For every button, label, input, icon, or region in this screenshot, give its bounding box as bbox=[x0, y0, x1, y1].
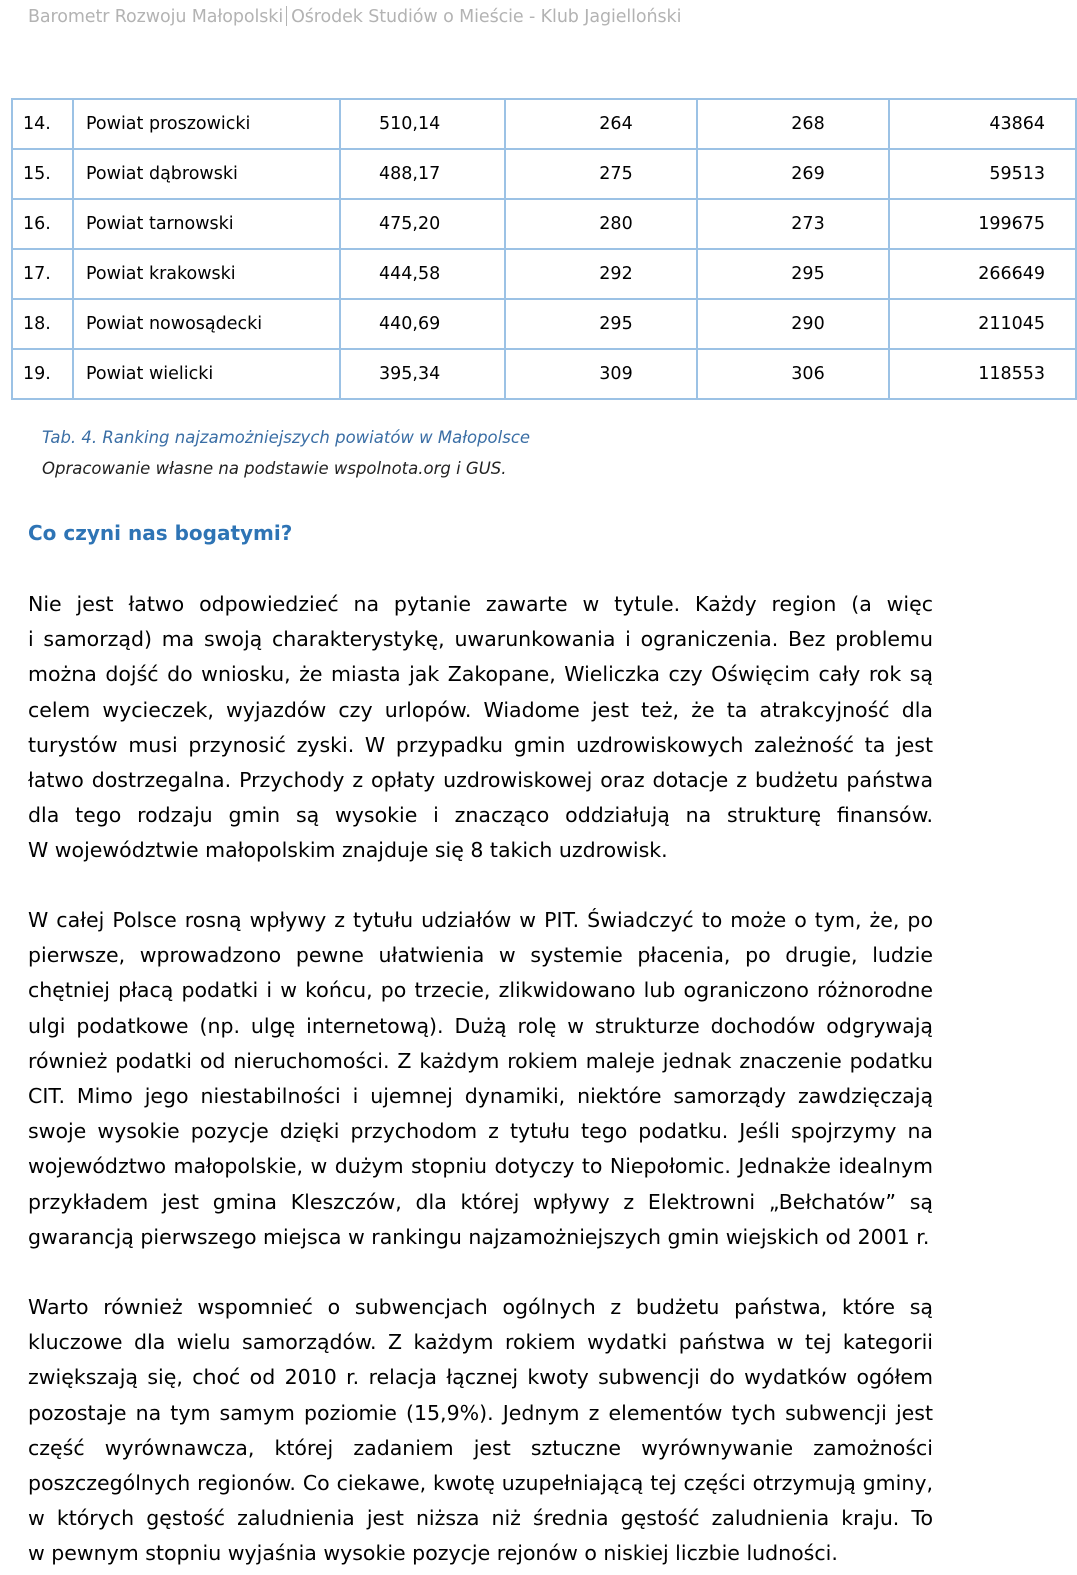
paragraph-line: CIT. Mimo jego niestabilności i ujemnej dynamiki, niektóre samorządy zawdzięczają bbox=[28, 1084, 933, 1109]
header-title: Barometr Rozwoju Małopolski bbox=[28, 7, 284, 27]
paragraph-line: i samorząd) ma swoją charakterystykę, uwarunkowania i ograniczenia. Bez problemu bbox=[28, 627, 933, 652]
paragraph-line: również podatki od nieruchomości. Z każdym rokiem maleje jednak znaczenie podatku bbox=[28, 1048, 933, 1073]
paragraph-line: turystów musi przynosić zyski. W przypadku gmin uzdrowiskowych zależność ta jest bbox=[28, 732, 933, 757]
paragraph-line: w pewnym stopniu wyjaśnia wysokie pozycje rejonów o niskiej liczbie ludności. bbox=[28, 1541, 838, 1566]
paragraph-line: pierwsze, wprowadzono pewne ułatwienia w systemie płacenia, po drugie, ludzie bbox=[28, 943, 933, 968]
population-cell: 43864 bbox=[889, 99, 1076, 149]
paragraph-line: W województwie małopolskim znajduje się 8 takich uzdrowisk. bbox=[28, 838, 668, 863]
county-name: Powiat proszowicki bbox=[73, 99, 340, 149]
value-cell: 440,69 bbox=[340, 299, 505, 349]
county-name: Powiat dąbrowski bbox=[73, 149, 340, 199]
header-separator bbox=[286, 6, 287, 26]
paragraph-line: Nie jest łatwo odpowiedzieć na pytanie zawarte w tytule. Każdy region (a więc bbox=[28, 592, 933, 616]
rank-b-cell: 269 bbox=[697, 149, 889, 199]
value-cell: 395,34 bbox=[340, 349, 505, 399]
paragraph-1 bbox=[28, 587, 933, 869]
paragraph-line: można dojść do wniosku, że miasta jak Zakopane, Wieliczka czy Oświęcim cały rok są bbox=[28, 662, 933, 687]
section-heading: Co czyni nas bogatymi? bbox=[28, 521, 293, 545]
value-cell: 444,58 bbox=[340, 249, 505, 299]
paragraph-line: kluczowe dla wielu samorządów. Z każdym rokiem wydatki państwa w tej kategorii bbox=[28, 1330, 933, 1355]
row-number: 17. bbox=[12, 249, 73, 299]
rank-a-cell: 280 bbox=[505, 199, 697, 249]
county-name: Powiat tarnowski bbox=[73, 199, 340, 249]
header-publisher: Ośrodek Studiów o Mieście - Klub Jagielloński bbox=[291, 7, 682, 27]
table-caption bbox=[42, 428, 530, 447]
paragraph-2 bbox=[28, 903, 933, 1255]
ranking-table bbox=[11, 98, 1077, 400]
rank-b-cell: 273 bbox=[697, 199, 889, 249]
caption-label: Tab. 4. bbox=[42, 428, 98, 447]
paragraph-line: województwo małopolskie, w dużym stopniu dotyczy to Niepołomic. Jednakże idealnym bbox=[28, 1154, 933, 1179]
row-number: 19. bbox=[12, 349, 73, 399]
paragraph-line: chętniej płacą podatki i w końcu, po trzecie, zlikwidowano lub ograniczono różnorodne bbox=[28, 978, 933, 1003]
rank-a-cell: 275 bbox=[505, 149, 697, 199]
caption-title: Ranking najzamożniejszych powiatów w Małopolsce bbox=[102, 428, 531, 447]
paragraph-line: ulgi podatkowe (np. ulgę internetową). Dużą rolę w strukturze dochodów odgrywają bbox=[28, 1013, 933, 1038]
table-row bbox=[12, 199, 1076, 249]
paragraph-line: swoje wysokie pozycje dzięki przychodom z tytułu tego podatku. Jeśli spojrzymy na bbox=[28, 1119, 933, 1144]
value-cell: 488,17 bbox=[340, 149, 505, 199]
paragraph-line: W całej Polsce rosną wpływy z tytułu udziałów w PIT. Świadczyć to może o tym, że, po bbox=[28, 908, 933, 932]
row-number: 18. bbox=[12, 299, 73, 349]
county-name: Powiat nowosądecki bbox=[73, 299, 340, 349]
paragraph-line: zwiększają się, choć od 2010 r. relacja łącznej kwoty subwencji do wydatków ogółem bbox=[28, 1365, 933, 1390]
paragraph-line: gwarancją pierwszego miejsca w rankingu najzamożniejszych gmin wiejskich od 2001 r. bbox=[28, 1224, 930, 1249]
row-number: 15. bbox=[12, 149, 73, 199]
table-row bbox=[12, 249, 1076, 299]
value-cell: 510,14 bbox=[340, 99, 505, 149]
value-cell: 475,20 bbox=[340, 199, 505, 249]
page-header bbox=[28, 6, 681, 27]
county-name: Powiat krakowski bbox=[73, 249, 340, 299]
row-number: 16. bbox=[12, 199, 73, 249]
rank-a-cell: 295 bbox=[505, 299, 697, 349]
rank-a-cell: 309 bbox=[505, 349, 697, 399]
table-row bbox=[12, 149, 1076, 199]
ranking-table-body bbox=[12, 99, 1076, 399]
rank-b-cell: 295 bbox=[697, 249, 889, 299]
population-cell: 266649 bbox=[889, 249, 1076, 299]
caption-source: Opracowanie własne na podstawie wspolnota.org i GUS. bbox=[42, 459, 507, 478]
paragraph-line: w których gęstość zaludnienia jest niższa niż średnia gęstość zaludnienia kraju. To bbox=[28, 1506, 933, 1531]
table-row bbox=[12, 99, 1076, 149]
population-cell: 118553 bbox=[889, 349, 1076, 399]
paragraph-line: przykładem jest gmina Kleszczów, dla której wpływy z Elektrowni „Bełchatów” są bbox=[28, 1189, 933, 1214]
table-row bbox=[12, 299, 1076, 349]
rank-b-cell: 306 bbox=[697, 349, 889, 399]
paragraph-line: celem wycieczek, wyjazdów czy urlopów. Wiadome jest też, że ta atrakcyjność dla bbox=[28, 697, 933, 722]
table-row bbox=[12, 349, 1076, 399]
rank-b-cell: 290 bbox=[697, 299, 889, 349]
population-cell: 59513 bbox=[889, 149, 1076, 199]
paragraph-line: Warto również wspomnieć o subwencjach ogólnych z budżetu państwa, które są bbox=[28, 1295, 933, 1319]
county-name: Powiat wielicki bbox=[73, 349, 340, 399]
paragraph-line: część wyrównawcza, której zadaniem jest sztuczne wyrównywanie zamożności bbox=[28, 1435, 933, 1460]
row-number: 14. bbox=[12, 99, 73, 149]
paragraph-line: poszczególnych regionów. Co ciekawe, kwotę uzupełniającą tej części otrzymują gminy, bbox=[28, 1471, 933, 1496]
rank-a-cell: 292 bbox=[505, 249, 697, 299]
paragraph-3 bbox=[28, 1290, 933, 1572]
population-cell: 211045 bbox=[889, 299, 1076, 349]
rank-b-cell: 268 bbox=[697, 99, 889, 149]
rank-a-cell: 264 bbox=[505, 99, 697, 149]
paragraph-line: dla tego rodzaju gmin są wysokie i znacząco oddziałują na strukturę finansów. bbox=[28, 803, 933, 828]
population-cell: 199675 bbox=[889, 199, 1076, 249]
paragraph-line: łatwo dostrzegalna. Przychody z opłaty uzdrowiskowej oraz dotacje z budżetu państwa bbox=[28, 768, 933, 793]
paragraph-line: pozostaje na tym samym poziomie (15,9%). Jednym z elementów tych subwencji jest bbox=[28, 1400, 933, 1425]
